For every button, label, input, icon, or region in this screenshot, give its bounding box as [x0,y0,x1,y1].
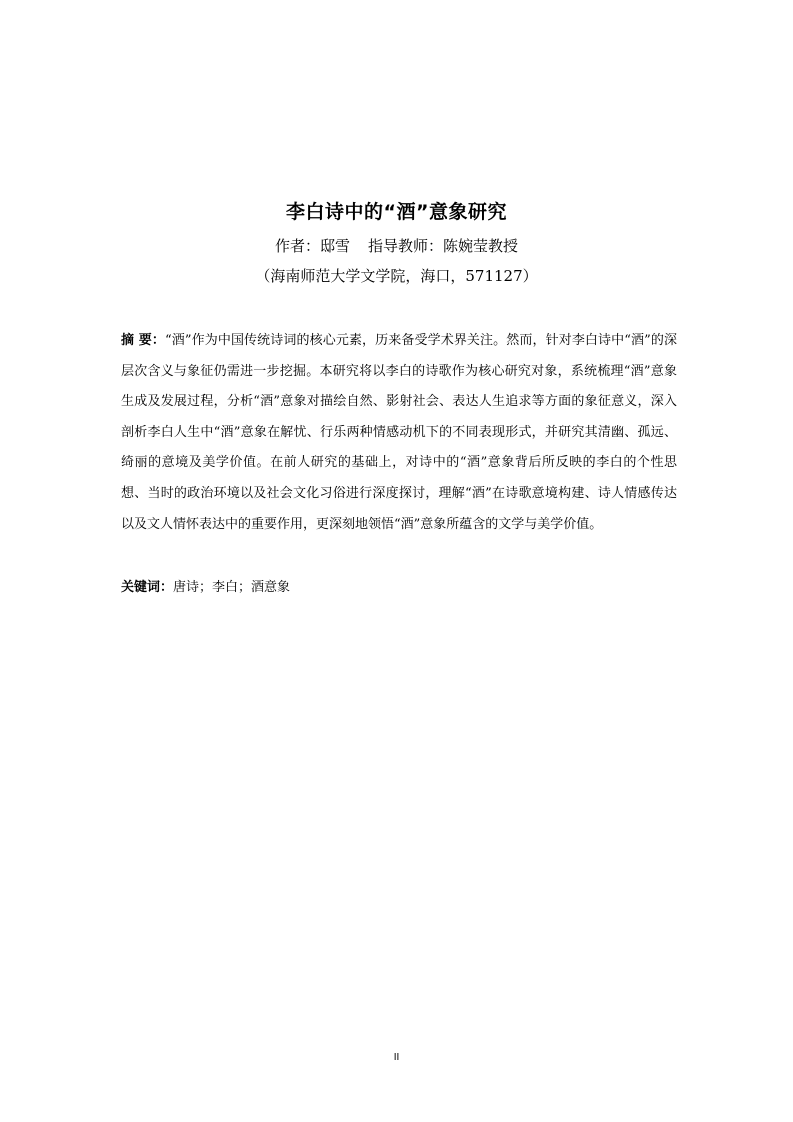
advisor-name: 指导教师：陈婉莹教授 [368,237,519,255]
paper-title: 李白诗中的“酒”意象研究 [286,201,507,223]
author-line [0,235,793,256]
keywords-text: 唐诗；李白；酒意象 [173,580,291,595]
affiliation: （海南师范大学文学院，海口，571127） [255,267,538,285]
author-name: 作者：邸雪 [274,237,350,255]
keywords [121,576,677,600]
keywords-label: 关键词： [121,580,174,595]
page-number: II [393,1052,400,1063]
abstract-text: “酒”作为中国传统诗词的核心元素，历来备受学术界关注。然而，针对李白诗中“酒”的深层次含义与象征仍需进一步挖掘。本研究将以李白的诗歌作为核心研究对象，系统梳理“酒”意象生成及发展过程，分析“酒”意象对描绘自然、影射社会、表达人生追求等方面的象征意义，深入剖析李白人生中“酒”意象在解忧、行乐两种情感动机下的不同表现形式，并研究其清幽、孤远、绮丽的意境及美学价值。在前人研究的基础上，对诗中的“酒”意象背后所反映的李白的个性思想、当时的政治环境以及社会文化习俗进行深度探讨，理解“酒”在诗歌意境构建、诗人情感传达以及文人情怀表达中的重要作用，更深刻地领悟“酒”意象所蕴含的文学与美学价值。 [121,333,678,532]
abstract-label: 摘 要： [121,333,165,348]
abstract [121,326,677,540]
